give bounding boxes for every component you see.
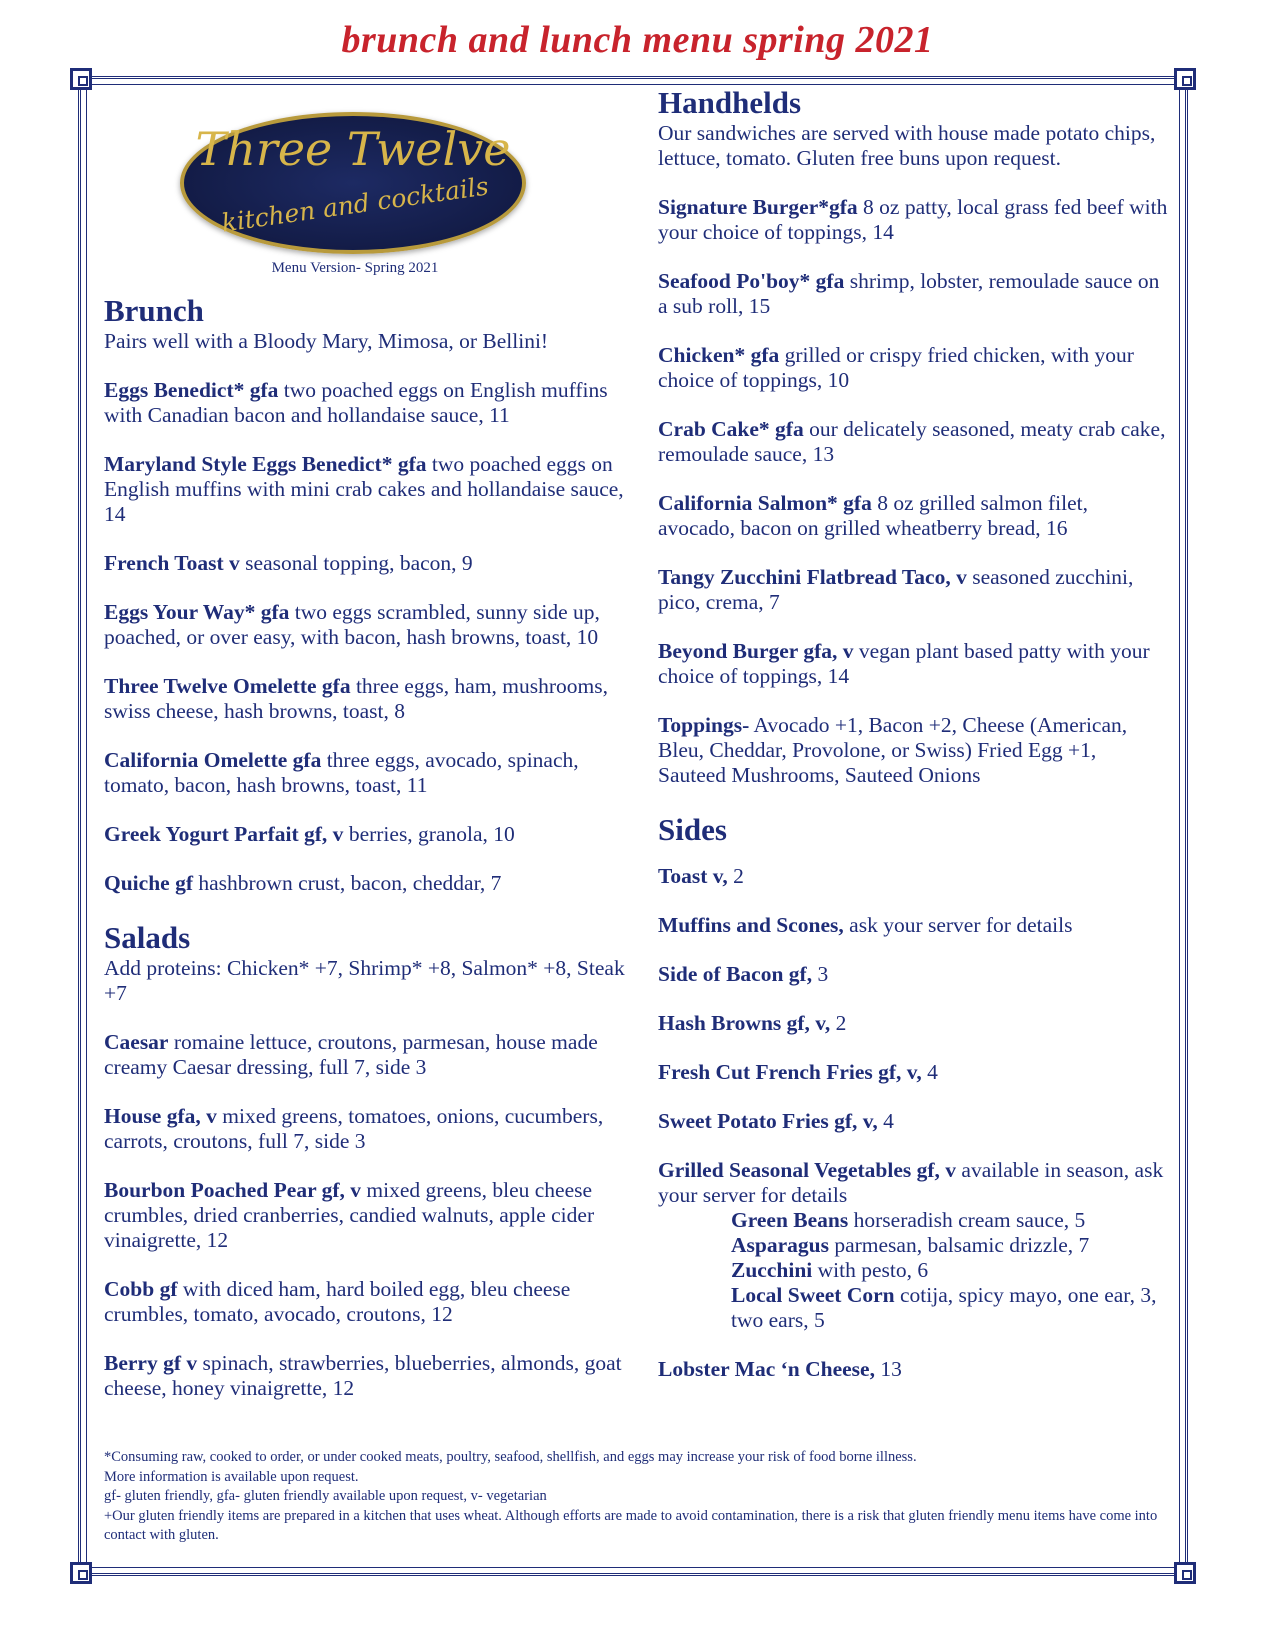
menu-item-name: Crab Cake* gfa bbox=[658, 417, 804, 441]
menu-item-name: Maryland Style Eggs Benedict* gfa bbox=[104, 452, 427, 476]
brunch-items bbox=[104, 378, 629, 896]
menu-item bbox=[104, 452, 629, 527]
restaurant-logo bbox=[180, 112, 530, 282]
menu-item-desc: 2 bbox=[727, 864, 744, 888]
border-corner-ornament bbox=[70, 1562, 92, 1584]
menu-item bbox=[104, 748, 629, 798]
menu-item-lobster-mac bbox=[658, 1357, 1168, 1382]
menu-item-name: Local Sweet Corn bbox=[731, 1283, 895, 1307]
handhelds-intro: Our sandwiches are served with house made potato chips, lettuce, tomato. Gluten free buns upon request. bbox=[658, 121, 1156, 170]
menu-item bbox=[731, 1258, 1168, 1283]
menu-item bbox=[658, 962, 1168, 987]
handhelds-title: Handhelds bbox=[658, 85, 802, 120]
menu-item bbox=[658, 1011, 1168, 1036]
menu-item bbox=[658, 269, 1168, 319]
logo-tagline: kitchen and cocktails bbox=[219, 171, 491, 238]
menu-item-desc: two poached eggs on English muffins with Canadian bacon and hollandaise sauce, 11 bbox=[104, 378, 608, 427]
menu-item-name: Quiche gf bbox=[104, 871, 193, 895]
menu-item-name: Eggs Benedict* gfa bbox=[104, 378, 279, 402]
menu-item-desc: mixed greens, tomatoes, onions, cucumbers, carrots, croutons, full 7, side 3 bbox=[104, 1104, 604, 1153]
menu-item-desc: horseradish cream sauce, 5 bbox=[848, 1208, 1086, 1232]
page-title: brunch and lunch menu spring 2021 bbox=[341, 19, 934, 61]
menu-item-desc: two poached eggs on English muffins with mini crab cakes and hollandaise sauce, 14 bbox=[104, 452, 624, 526]
border-corner-ornament bbox=[70, 68, 92, 90]
menu-item-desc: cotija, spicy mayo, one ear, 3, two ears, 5 bbox=[731, 1283, 1157, 1332]
border-corner-ornament bbox=[1174, 68, 1196, 90]
menu-item bbox=[731, 1208, 1168, 1233]
menu-item-desc: available in season, ask your server for details bbox=[658, 1158, 1164, 1207]
menu-item-desc: 8 oz patty, local grass fed beef with your choice of toppings, 14 bbox=[658, 195, 1168, 244]
menu-item-desc: with diced ham, hard boiled egg, bleu cheese crumbles, tomato, avocado, croutons, 12 bbox=[104, 1277, 571, 1326]
menu-item bbox=[658, 639, 1168, 689]
menu-item-desc: 8 oz grilled salmon filet, avocado, bacon on grilled wheatberry bread, 16 bbox=[658, 491, 1088, 540]
footnote-line: More information is available upon request. bbox=[104, 1468, 359, 1485]
menu-item bbox=[104, 600, 629, 650]
menu-item bbox=[104, 551, 629, 576]
menu-item bbox=[104, 378, 629, 428]
menu-item-name: Signature Burger*gfa bbox=[658, 195, 858, 219]
menu-item-name: Bourbon Poached Pear gf, v bbox=[104, 1178, 362, 1202]
menu-item-desc: three eggs, ham, mushrooms, swiss cheese, hash browns, toast, 8 bbox=[104, 674, 608, 723]
menu-item bbox=[658, 343, 1168, 393]
menu-item bbox=[658, 417, 1168, 467]
menu-item-desc: two eggs scrambled, sunny side up, poached, or over easy, with bacon, hash browns, toast, 10 bbox=[104, 600, 600, 649]
menu-item-name: Berry gf v bbox=[104, 1351, 198, 1375]
menu-item-name: Seafood Po'boy* gfa bbox=[658, 269, 845, 293]
sides-items bbox=[658, 864, 1168, 1208]
menu-item-name: Eggs Your Way* gfa bbox=[104, 600, 290, 624]
footnote-line: +Our gluten friendly items are prepared in a kitchen that uses wheat. Although efforts are made to avoid contamination, there is a risk that gluten friendly menu items have come into contact with gluten. bbox=[104, 1507, 1158, 1543]
menu-item bbox=[658, 565, 1168, 615]
menu-item-name: House gfa, v bbox=[104, 1104, 217, 1128]
footnote-line: *Consuming raw, cooked to order, or under cooked meats, poultry, seafood, shellfish, and eggs may increase your risk of food borne illness. bbox=[104, 1449, 917, 1465]
menu-item bbox=[104, 1178, 629, 1253]
menu-item-name: Chicken* gfa bbox=[658, 343, 780, 367]
menu-item-desc: shrimp, lobster, remoulade sauce on a sub roll, 15 bbox=[658, 269, 1160, 318]
logo-name: Three Twelve bbox=[195, 122, 511, 176]
menu-item-name: Green Beans bbox=[731, 1208, 849, 1232]
menu-item bbox=[658, 864, 1168, 889]
sides-title: Sides bbox=[658, 812, 727, 847]
menu-item-name: Toppings- bbox=[658, 713, 750, 737]
menu-item-name: Hash Browns gf, v, bbox=[658, 1011, 831, 1035]
vegetable-options bbox=[731, 1208, 1168, 1333]
menu-item bbox=[731, 1233, 1168, 1258]
menu-version: Menu Version- Spring 2021 bbox=[271, 260, 439, 276]
menu-item-desc: romaine lettuce, croutons, parmesan, house made creamy Caesar dressing, full 7, side 3 bbox=[104, 1030, 598, 1079]
menu-item-desc: grilled or crispy fried chicken, with your choice of toppings, 10 bbox=[658, 343, 1134, 392]
menu-item-name: Asparagus bbox=[731, 1233, 829, 1257]
menu-item bbox=[104, 1277, 629, 1327]
footnote-line: gf- gluten friendly, gfa- gluten friendly available upon request, v- vegetarian bbox=[104, 1488, 547, 1504]
menu-item-name: Toast v, bbox=[658, 864, 728, 888]
menu-item-desc: spinach, strawberries, blueberries, almonds, goat cheese, honey vinaigrette, 12 bbox=[104, 1351, 622, 1400]
menu-item-name: California Salmon* gfa bbox=[658, 491, 872, 515]
menu-item-name: Cobb gf bbox=[104, 1277, 178, 1301]
menu-item-name: California Omelette gfa bbox=[104, 748, 322, 772]
menu-item bbox=[658, 195, 1168, 245]
left-column bbox=[104, 293, 629, 1425]
menu-item-name: Side of Bacon gf, bbox=[658, 962, 813, 986]
menu-item-desc: 2 bbox=[830, 1011, 847, 1035]
menu-item bbox=[658, 1060, 1168, 1085]
menu-item-name: Muffins and Scones, bbox=[658, 913, 844, 937]
menu-item-desc: ask your server for details bbox=[843, 913, 1073, 937]
menu-item-name: Three Twelve Omelette gfa bbox=[104, 674, 351, 698]
menu-item-name: French Toast v bbox=[104, 551, 240, 575]
menu-item-desc: 4 bbox=[921, 1060, 938, 1084]
menu-item bbox=[104, 871, 629, 896]
menu-item bbox=[658, 491, 1168, 541]
menu-item bbox=[104, 822, 629, 847]
menu-item-name: Fresh Cut French Fries gf, v, bbox=[658, 1060, 922, 1084]
menu-item-name: Grilled Seasonal Vegetables gf, v bbox=[658, 1158, 957, 1182]
menu-item-name: Caesar bbox=[104, 1030, 169, 1054]
footnote bbox=[104, 1448, 1164, 1546]
menu-item bbox=[658, 913, 1168, 938]
menu-item-name: Sweet Potato Fries gf, v, bbox=[658, 1109, 878, 1133]
menu-item-desc: 13 bbox=[874, 1357, 902, 1381]
menu-item bbox=[104, 1104, 629, 1154]
menu-item bbox=[658, 1109, 1168, 1134]
menu-item bbox=[104, 1030, 629, 1080]
brunch-intro: Pairs well with a Bloody Mary, Mimosa, or Bellini! bbox=[104, 329, 549, 353]
salads-title: Salads bbox=[104, 920, 191, 955]
menu-item bbox=[104, 674, 629, 724]
menu-item-desc: berries, granola, 10 bbox=[343, 822, 515, 846]
menu-item-name: Beyond Burger gfa, v bbox=[658, 639, 854, 663]
menu-item-desc: 3 bbox=[812, 962, 829, 986]
menu-item-desc: with pesto, 6 bbox=[812, 1258, 929, 1282]
brunch-title: Brunch bbox=[104, 293, 204, 328]
menu-item-desc: three eggs, avocado, spinach, tomato, bacon, hash browns, toast, 11 bbox=[104, 748, 579, 797]
menu-item-name: Greek Yogurt Parfait gf, v bbox=[104, 822, 344, 846]
menu-item-name: Lobster Mac ‘n Cheese, bbox=[658, 1357, 875, 1381]
menu-item-name: Tangy Zucchini Flatbread Taco, v bbox=[658, 565, 967, 589]
menu-item bbox=[658, 713, 1168, 788]
menu-item-desc: mixed greens, bleu cheese crumbles, dried cranberries, candied walnuts, apple cider vinaigrette, 12 bbox=[104, 1178, 595, 1252]
border-corner-ornament bbox=[1174, 1562, 1196, 1584]
menu-item-desc: our delicately seasoned, meaty crab cake, remoulade sauce, 13 bbox=[658, 417, 1166, 466]
menu-item-desc: Avocado +1, Bacon +2, Cheese (American, Bleu, Cheddar, Provolone, or Swiss) Fried Egg +1, Sauteed Mushrooms, Sauteed Onions bbox=[658, 713, 1128, 787]
right-column bbox=[658, 85, 1168, 1406]
menu-item bbox=[731, 1283, 1168, 1333]
handhelds-items bbox=[658, 195, 1168, 788]
menu-item-desc: seasonal topping, bacon, 9 bbox=[239, 551, 473, 575]
menu-item-desc: hashbrown crust, bacon, cheddar, 7 bbox=[192, 871, 502, 895]
salads-intro: Add proteins: Chicken* +7, Shrimp* +8, Salmon* +8, Steak +7 bbox=[104, 956, 625, 1005]
menu-item-name: Zucchini bbox=[731, 1258, 813, 1282]
menu-item-desc: seasoned zucchini, pico, crema, 7 bbox=[658, 565, 1134, 614]
menu-item-desc: 4 bbox=[877, 1109, 894, 1133]
menu-item-desc: parmesan, balsamic drizzle, 7 bbox=[828, 1233, 1090, 1257]
menu-item bbox=[104, 1351, 629, 1401]
menu-item-desc: vegan plant based patty with your choice of toppings, 14 bbox=[658, 639, 1150, 688]
salads-items bbox=[104, 1030, 629, 1401]
menu-item bbox=[658, 1158, 1168, 1208]
